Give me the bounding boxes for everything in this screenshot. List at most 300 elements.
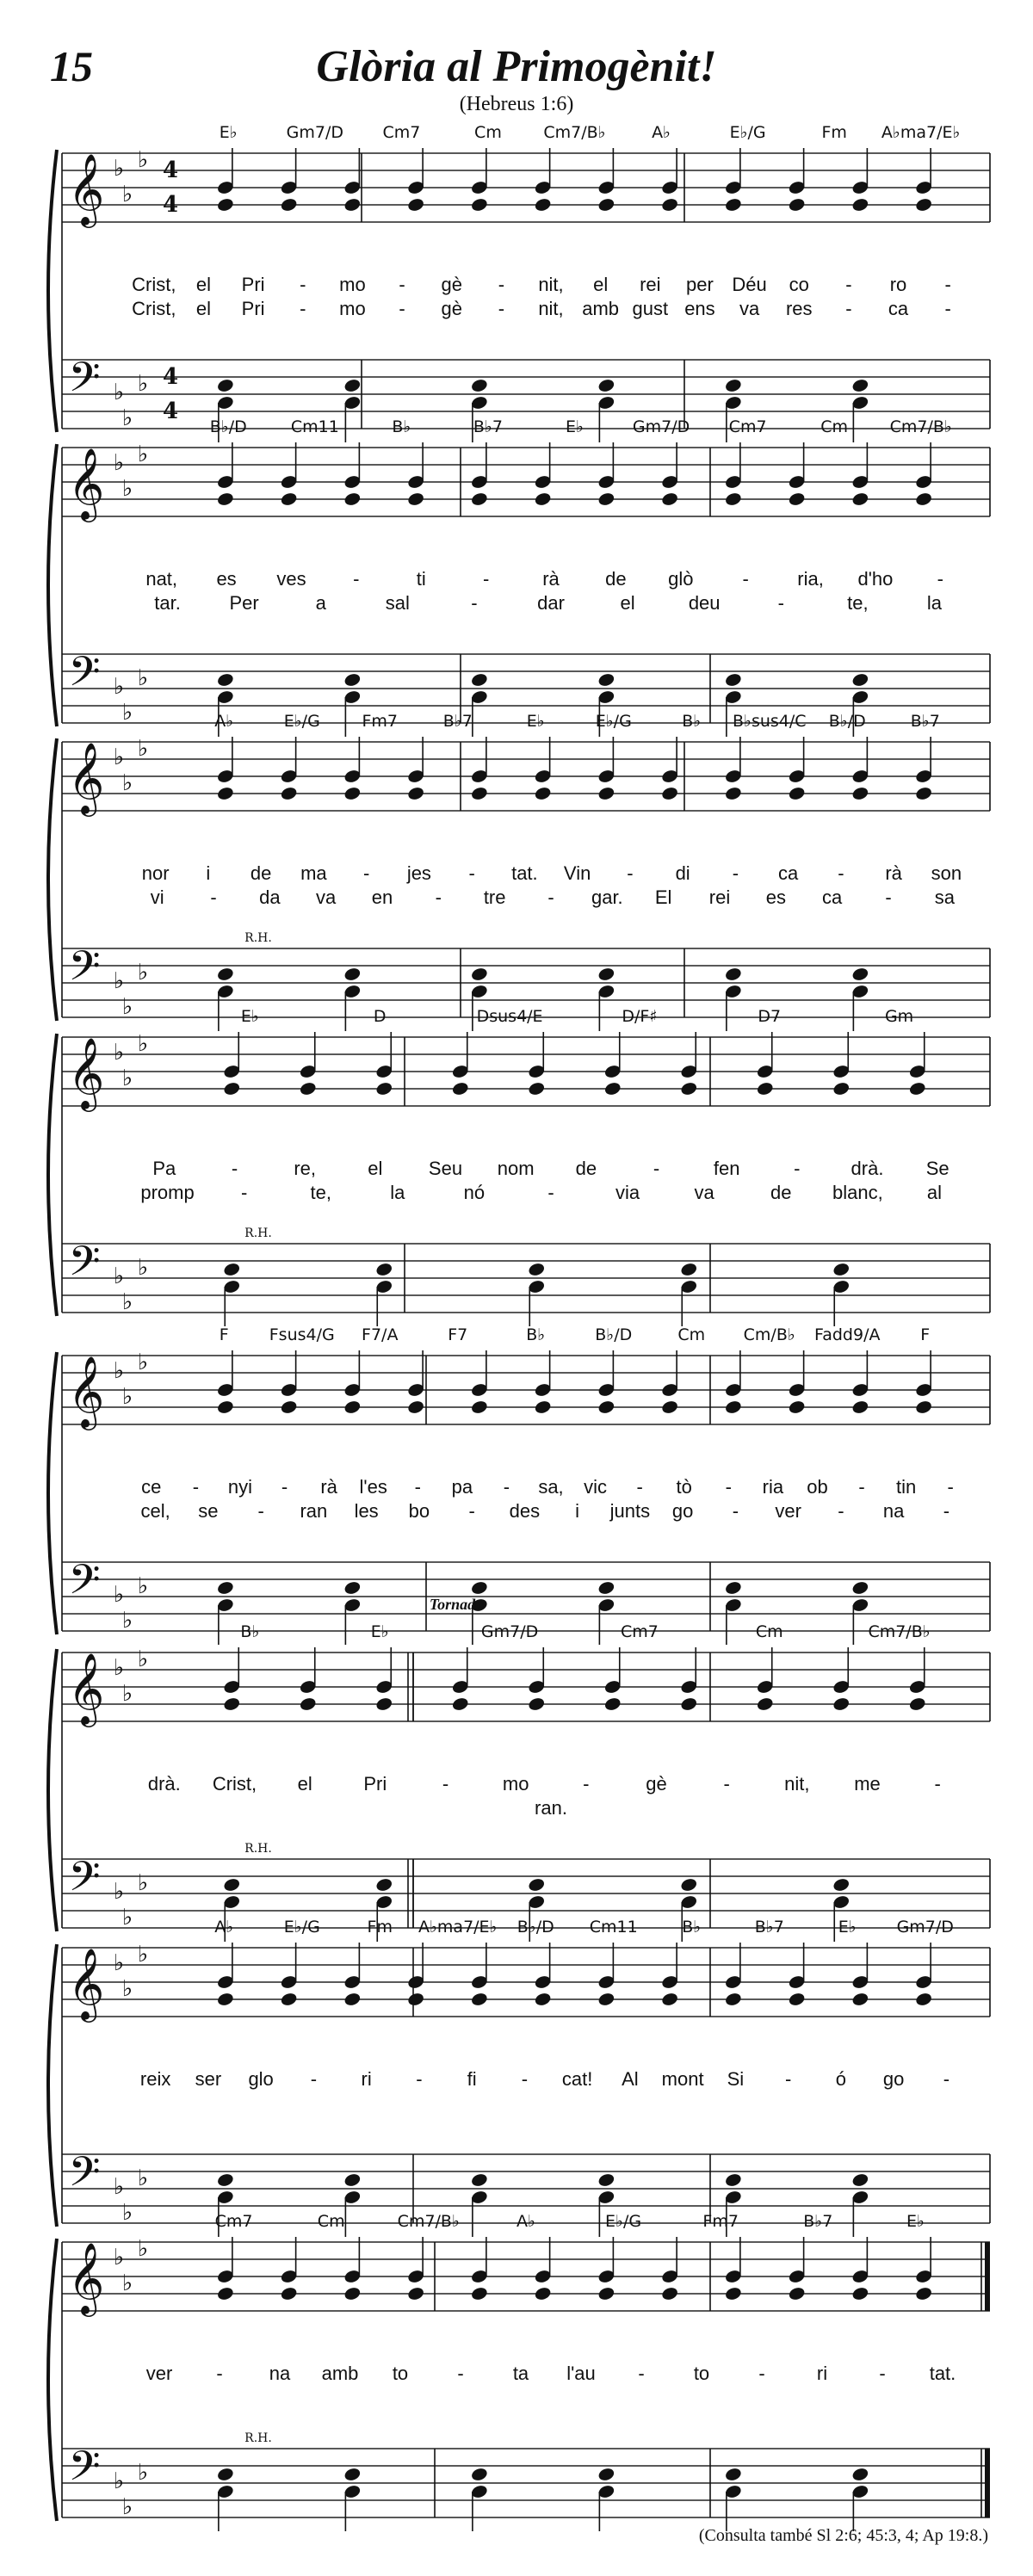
- lyric-syllable: es: [765, 886, 786, 908]
- chord-symbol: B♭: [682, 1918, 702, 1937]
- lyric-syllable: -: [442, 1773, 449, 1795]
- lyric-syllable: -: [742, 568, 749, 590]
- lyric-syllable: mo: [502, 1773, 529, 1795]
- treble-voice-notehead: [375, 1696, 393, 1712]
- treble-voice-notehead: [406, 197, 424, 213]
- lyric-syllable: ser: [195, 2068, 222, 2090]
- chord-symbol: F: [219, 1325, 229, 1344]
- lyric-syllable: de: [250, 862, 272, 884]
- bass-voice-notehead: [216, 672, 234, 688]
- chord-symbol: Gm7/D: [632, 417, 690, 436]
- lyric-syllable: Pri: [363, 1773, 387, 1795]
- bass-voice-notehead: [470, 672, 488, 688]
- lyric-syllable: ri: [361, 2068, 372, 2090]
- key-signature-flat: ♭: [113, 2468, 125, 2494]
- key-signature-flat: ♭: [137, 1870, 149, 1896]
- chord-symbol: Cm7/B♭: [543, 123, 606, 142]
- lyric-syllable: a: [315, 592, 326, 614]
- right-hand-marking: R.H.: [244, 1226, 272, 1240]
- lyric-syllable: re,: [294, 1158, 317, 1179]
- key-signature-flat: ♭: [113, 1358, 125, 1384]
- chord-symbol: B♭7: [473, 417, 503, 436]
- lyric-syllable: -: [638, 2363, 645, 2384]
- lyric-syllable: me: [854, 1773, 881, 1795]
- chord-symbol: A♭: [652, 123, 671, 142]
- key-signature-flat: ♭: [121, 1608, 133, 1634]
- treble-voice-notehead: [470, 1399, 488, 1415]
- treble-clef-icon: 𝄞: [67, 741, 105, 813]
- chord-symbol: B♭/D: [209, 417, 247, 436]
- lyric-syllable: ves: [276, 568, 306, 590]
- bass-voice-notehead: [343, 1580, 362, 1596]
- lyric-syllable: Al: [622, 2068, 639, 2090]
- lyric-syllable: da: [259, 886, 281, 908]
- bass-voice-notehead: [851, 2172, 869, 2188]
- lyric-syllable: promp: [140, 1182, 195, 1203]
- lyric-syllable: -: [937, 568, 943, 590]
- lyric-syllable: mo: [339, 298, 366, 319]
- key-signature-flat: ♭: [113, 1040, 125, 1066]
- lyric-syllable: go: [671, 1500, 694, 1522]
- lyric-syllable: -: [879, 2363, 886, 2384]
- chord-symbol: Gm7/D: [286, 123, 344, 142]
- lyric-syllable: fi: [467, 2068, 477, 2090]
- lyric-syllable: -: [310, 2068, 318, 2090]
- chord-symbol: E♭: [240, 1007, 259, 1026]
- lyric-syllable: ob: [807, 1476, 828, 1498]
- chord-symbol: Fm: [821, 123, 847, 142]
- lyric-syllable: nó: [463, 1182, 486, 1203]
- lyric-syllable: -: [547, 886, 554, 908]
- chord-symbol: E♭: [219, 123, 238, 142]
- lyric-syllable: es: [216, 568, 237, 590]
- lyric-syllable: -: [521, 2068, 529, 2090]
- key-signature-flat: ♭: [137, 371, 149, 397]
- lyric-syllable: fen: [713, 1158, 740, 1179]
- lyric-syllable: go: [882, 2068, 905, 2090]
- time-signature-top: 4: [162, 158, 179, 183]
- treble-voice-notehead: [223, 1696, 241, 1712]
- treble-voice-notehead: [406, 491, 424, 507]
- bass-clef-icon: 𝄢: [68, 1555, 101, 1614]
- key-signature-flat: ♭: [137, 665, 149, 691]
- lyric-syllable: amb: [321, 2363, 359, 2384]
- bass-voice-notehead: [343, 967, 362, 982]
- lyric-syllable: nit,: [538, 274, 564, 295]
- chord-symbol: Cm11: [589, 1918, 638, 1937]
- lyric-syllable: ma: [300, 862, 327, 884]
- lyric-syllable: gar.: [591, 886, 623, 908]
- lyric-syllable: rà: [542, 568, 560, 590]
- lyric-syllable: -: [362, 862, 370, 884]
- lyric-syllable: gè: [441, 298, 462, 319]
- lyric-syllable: nit,: [538, 298, 564, 319]
- lyric-syllable: en: [371, 886, 393, 908]
- bass-voice-notehead: [832, 1262, 851, 1277]
- lyric-syllable: Crist,: [212, 1773, 257, 1795]
- chord-symbol: B♭7: [754, 1918, 784, 1937]
- chord-symbol: D7: [758, 1007, 782, 1026]
- key-signature-flat: ♭: [113, 674, 125, 700]
- bass-clef-icon: 𝄢: [68, 1852, 101, 1911]
- lyric-syllable: glò: [668, 568, 694, 590]
- lyric-syllable: -: [257, 1500, 264, 1522]
- treble-voice-notehead: [299, 1081, 317, 1096]
- lyric-syllable: Crist,: [132, 298, 176, 319]
- treble-voice-notehead: [914, 491, 932, 507]
- treble-voice-notehead: [914, 2286, 932, 2301]
- key-signature-flat: ♭: [121, 700, 133, 726]
- treble-clef-icon: 𝄞: [67, 1355, 105, 1427]
- lyric-syllable: nat,: [145, 568, 178, 590]
- lyric-syllable: -: [435, 886, 442, 908]
- treble-voice-notehead: [406, 1992, 424, 2007]
- bass-voice-notehead: [597, 672, 615, 688]
- lyric-syllable: la: [390, 1182, 405, 1203]
- treble-voice-notehead: [216, 1399, 234, 1415]
- chord-symbol: Fsus4/G: [269, 1325, 335, 1344]
- bass-voice-notehead: [223, 1877, 241, 1893]
- chord-symbol: A♭: [214, 712, 234, 731]
- lyric-syllable: el: [297, 1773, 312, 1795]
- chord-symbol: E♭: [370, 1622, 389, 1641]
- key-signature-flat: ♭: [121, 1905, 133, 1930]
- bass-voice-notehead: [216, 2467, 234, 2482]
- chord-symbol: E♭/G: [283, 712, 320, 731]
- chord-symbol: Cm: [820, 417, 849, 436]
- chord-symbol: A♭ma7/E♭: [881, 123, 961, 142]
- right-hand-marking: R.H.: [244, 2431, 272, 2445]
- key-signature-flat: ♭: [121, 2270, 133, 2296]
- chord-symbol: Cm7: [728, 417, 767, 436]
- lyric-syllable: -: [758, 2363, 765, 2384]
- chord-symbol: E♭: [526, 712, 545, 731]
- chord-symbol: Cm: [677, 1325, 706, 1344]
- lyric-syllable: sal: [385, 592, 410, 614]
- treble-voice-notehead: [534, 1399, 552, 1415]
- lyric-syllable: rei: [708, 886, 731, 908]
- lyric-syllable: l'au: [566, 2363, 596, 2384]
- lyric-syllable: Per: [229, 592, 259, 614]
- chord-symbol: F7/A: [362, 1325, 399, 1344]
- treble-voice-notehead: [914, 1399, 932, 1415]
- lyric-syllable: -: [944, 274, 951, 295]
- chord-symbol: Cm7/B♭: [889, 417, 952, 436]
- lyric-syllable: ce: [141, 1476, 162, 1498]
- treble-voice-notehead: [528, 1696, 546, 1712]
- lyric-syllable: Crist,: [132, 274, 176, 295]
- treble-voice-notehead: [534, 1992, 552, 2007]
- treble-voice-notehead: [597, 491, 615, 507]
- lyric-syllable: -: [858, 1476, 865, 1498]
- treble-voice-notehead: [660, 491, 678, 507]
- lyric-syllable: -: [547, 1182, 554, 1203]
- time-signature-bottom: 4: [162, 192, 179, 218]
- lyric-syllable: -: [732, 1500, 739, 1522]
- lyric-syllable: via: [615, 1182, 640, 1203]
- chord-symbol: Cm11: [290, 417, 339, 436]
- chord-symbol: E♭/G: [595, 712, 632, 731]
- chord-symbol: B♭/D: [595, 1325, 633, 1344]
- treble-voice-notehead: [660, 197, 678, 213]
- lyric-syllable: -: [885, 886, 892, 908]
- lyric-syllable: blanc,: [832, 1182, 883, 1203]
- bass-voice-notehead: [375, 1262, 393, 1277]
- lyric-syllable: Se: [925, 1158, 949, 1179]
- lyric-syllable: drà.: [147, 1773, 181, 1795]
- lyric-syllable: vi: [150, 886, 164, 908]
- key-signature-flat: ♭: [137, 2236, 149, 2262]
- treble-voice-notehead: [660, 1992, 678, 2007]
- chord-symbol: B♭: [682, 712, 702, 731]
- chord-symbol: B♭7: [910, 712, 940, 731]
- treble-voice-notehead: [597, 1992, 615, 2007]
- treble-voice-notehead: [406, 786, 424, 801]
- treble-voice-notehead: [914, 786, 932, 801]
- bass-voice-notehead: [724, 378, 742, 393]
- tornada-label: Tornada: [429, 1596, 484, 1613]
- bass-voice-notehead: [680, 1262, 698, 1277]
- key-signature-flat: ♭: [137, 147, 149, 173]
- scripture-reference: (Hebreus 1:6): [459, 93, 574, 115]
- chord-symbol: Cm/B♭: [743, 1325, 795, 1344]
- key-signature-flat: ♭: [121, 994, 133, 1020]
- lyric-syllable: cel,: [140, 1500, 170, 1522]
- lyric-syllable: tre: [483, 886, 506, 908]
- lyric-syllable: na: [882, 1500, 905, 1522]
- treble-voice-notehead: [470, 197, 488, 213]
- key-signature-flat: ♭: [121, 1289, 133, 1315]
- treble-voice-notehead: [832, 1696, 851, 1712]
- chord-symbol: B♭7: [803, 2212, 833, 2231]
- key-signature-flat: ♭: [113, 968, 125, 994]
- bass-voice-notehead: [724, 2172, 742, 2188]
- lyric-syllable: rà: [320, 1476, 337, 1498]
- bass-voice-notehead: [597, 967, 615, 982]
- treble-voice-notehead: [660, 786, 678, 801]
- key-signature-flat: ♭: [113, 1263, 125, 1289]
- right-hand-marking: R.H.: [244, 931, 272, 945]
- treble-voice-notehead: [406, 2286, 424, 2301]
- key-signature-flat: ♭: [121, 1681, 133, 1707]
- treble-voice-notehead: [597, 197, 615, 213]
- lyric-syllable: -: [414, 1476, 421, 1498]
- bass-voice-notehead: [343, 2172, 362, 2188]
- lyric-syllable: -: [281, 1476, 288, 1498]
- bass-clef-icon: 𝄢: [68, 2442, 101, 2500]
- treble-voice-notehead: [280, 1992, 298, 2007]
- lyric-syllable: nyi: [227, 1476, 253, 1498]
- lyric-syllable: pa: [451, 1476, 473, 1498]
- lyric-syllable: -: [468, 1500, 475, 1522]
- lyric-syllable: el: [593, 274, 609, 295]
- lyric-syllable: -: [300, 298, 306, 319]
- lyric-syllable: de: [770, 1182, 792, 1203]
- lyric-syllable: drà.: [851, 1158, 884, 1179]
- treble-voice-notehead: [851, 786, 869, 801]
- system-7-brace: [48, 1944, 57, 2227]
- lyric-syllable: ti: [416, 568, 426, 590]
- treble-voice-notehead: [343, 1399, 362, 1415]
- bass-voice-notehead: [724, 2467, 742, 2482]
- lyric-syllable: de: [575, 1158, 597, 1179]
- lyric-syllable: reix: [139, 2068, 171, 2090]
- treble-voice-notehead: [343, 197, 362, 213]
- lyric-syllable: -: [498, 298, 505, 319]
- bass-voice-notehead: [851, 378, 869, 393]
- lyric-syllable: -: [794, 1158, 801, 1179]
- treble-voice-notehead: [451, 1081, 469, 1096]
- lyric-syllable: nit,: [784, 1773, 810, 1795]
- lyric-syllable: per: [686, 274, 714, 295]
- bass-voice-notehead: [597, 2467, 615, 2482]
- bass-clef-icon: 𝄢: [68, 942, 101, 1000]
- key-signature-flat: ♭: [113, 156, 125, 182]
- key-signature-flat: ♭: [121, 2200, 133, 2226]
- bass-voice-notehead: [597, 378, 615, 393]
- lyric-syllable: to: [693, 2363, 710, 2384]
- chord-symbol: A♭: [516, 2212, 535, 2231]
- treble-voice-notehead: [216, 1992, 234, 2007]
- chord-symbol: A♭: [214, 1918, 234, 1937]
- treble-voice-notehead: [343, 2286, 362, 2301]
- bass-clef-icon: 𝄢: [68, 353, 101, 411]
- lyric-syllable: ver: [145, 2363, 173, 2384]
- lyric-syllable: de: [605, 568, 627, 590]
- treble-voice-notehead: [528, 1081, 546, 1096]
- lyric-syllable: co: [789, 274, 809, 295]
- lyric-syllable: el: [195, 274, 212, 295]
- bass-voice-notehead: [470, 378, 488, 393]
- chord-symbol: Cm7/B♭: [397, 2212, 460, 2231]
- bass-voice-notehead: [851, 672, 869, 688]
- bass-voice-notehead: [724, 672, 742, 688]
- treble-voice-notehead: [470, 2286, 488, 2301]
- lyric-syllable: te,: [847, 592, 869, 614]
- bass-voice-notehead: [470, 967, 488, 982]
- treble-voice-notehead: [343, 1992, 362, 2007]
- treble-voice-notehead: [597, 2286, 615, 2301]
- lyric-syllable: el: [195, 298, 212, 319]
- lyric-syllable: ver: [775, 1500, 801, 1522]
- lyric-syllable: tin: [896, 1476, 917, 1498]
- treble-voice-notehead: [280, 786, 298, 801]
- chord-symbol: E♭/G: [605, 2212, 642, 2231]
- lyric-syllable: -: [503, 1476, 510, 1498]
- chord-symbol: Gm7/D: [896, 1918, 954, 1937]
- lyric-syllable: -: [723, 1773, 730, 1795]
- bass-voice-notehead: [528, 1262, 546, 1277]
- key-signature-flat: ♭: [113, 450, 125, 476]
- hymn-title: Glòria al Primogènit!: [316, 42, 717, 91]
- lyric-syllable: ro: [889, 274, 907, 295]
- hymn-number: 15: [50, 42, 93, 90]
- lyric-syllable: sa: [934, 886, 955, 908]
- treble-voice-notehead: [724, 786, 742, 801]
- chord-symbol: Cm: [317, 2212, 345, 2231]
- lyric-syllable: -: [216, 2363, 223, 2384]
- key-signature-flat: ♭: [137, 2460, 149, 2486]
- treble-voice-notehead: [724, 197, 742, 213]
- lyric-syllable: gè: [441, 274, 462, 295]
- treble-voice-notehead: [534, 197, 552, 213]
- lyric-syllable: tat.: [929, 2363, 956, 2384]
- treble-voice-notehead: [788, 1992, 806, 2007]
- lyric-syllable: ó: [835, 2068, 846, 2090]
- lyric-syllable: nom: [497, 1158, 535, 1179]
- lyric-syllable: ria,: [797, 568, 824, 590]
- treble-voice-notehead: [724, 1992, 742, 2007]
- key-signature-flat: ♭: [137, 442, 149, 467]
- lyric-syllable: -: [934, 1773, 941, 1795]
- treble-voice-notehead: [451, 1696, 469, 1712]
- key-signature-flat: ♭: [137, 1942, 149, 1968]
- chord-symbol: F7: [448, 1325, 468, 1344]
- chord-symbol: Fadd9/A: [814, 1325, 881, 1344]
- lyric-syllable: ca: [888, 298, 909, 319]
- lyric-syllable: sa,: [538, 1476, 564, 1498]
- treble-voice-notehead: [908, 1696, 926, 1712]
- treble-voice-notehead: [724, 1399, 742, 1415]
- lyric-syllable: -: [777, 592, 784, 614]
- key-signature-flat: ♭: [137, 1031, 149, 1057]
- bass-voice-notehead: [724, 1580, 742, 1596]
- bass-voice-notehead: [216, 967, 234, 982]
- treble-voice-notehead: [470, 786, 488, 801]
- key-signature-flat: ♭: [137, 1573, 149, 1599]
- treble-voice-notehead: [299, 1696, 317, 1712]
- treble-voice-notehead: [216, 491, 234, 507]
- treble-voice-notehead: [851, 491, 869, 507]
- lyric-syllable: va: [739, 298, 760, 319]
- key-signature-flat: ♭: [121, 2494, 133, 2520]
- system-8-brace: [48, 2239, 57, 2521]
- bass-voice-notehead: [680, 1877, 698, 1893]
- lyric-syllable: -: [482, 568, 490, 590]
- lyric-syllable: cat!: [561, 2068, 593, 2090]
- treble-voice-notehead: [534, 786, 552, 801]
- key-signature-flat: ♭: [113, 1950, 125, 1976]
- lyric-syllable: res: [785, 298, 813, 319]
- lyric-syllable: l'es: [359, 1476, 387, 1498]
- treble-voice-notehead: [470, 1992, 488, 2007]
- chord-symbol: E♭: [906, 2212, 925, 2231]
- treble-voice-notehead: [680, 1696, 698, 1712]
- treble-clef-icon: 𝄞: [67, 1036, 105, 1109]
- chord-symbol: F: [920, 1325, 931, 1344]
- lyric-syllable: deu: [688, 592, 721, 614]
- treble-voice-notehead: [832, 1081, 851, 1096]
- chord-symbol: Gm7/D: [480, 1622, 539, 1641]
- bass-voice-notehead: [343, 672, 362, 688]
- treble-voice-notehead: [660, 2286, 678, 2301]
- key-signature-flat: ♭: [113, 744, 125, 770]
- chord-symbol: B♭: [392, 417, 411, 436]
- lyric-syllable: Pa: [152, 1158, 176, 1179]
- lyric-syllable: tò: [676, 1476, 692, 1498]
- chord-symbol: E♭: [566, 417, 584, 436]
- treble-voice-notehead: [851, 1399, 869, 1415]
- lyric-syllable: -: [838, 1500, 844, 1522]
- lyric-syllable: i: [206, 862, 211, 884]
- treble-voice-notehead: [280, 1399, 298, 1415]
- lyric-syllable: -: [947, 1476, 954, 1498]
- treble-voice-notehead: [216, 786, 234, 801]
- lyric-syllable: ca: [822, 886, 843, 908]
- key-signature-flat: ♭: [113, 1879, 125, 1905]
- lyric-syllable: ens: [684, 298, 715, 319]
- chord-symbol: E♭/G: [283, 1918, 320, 1937]
